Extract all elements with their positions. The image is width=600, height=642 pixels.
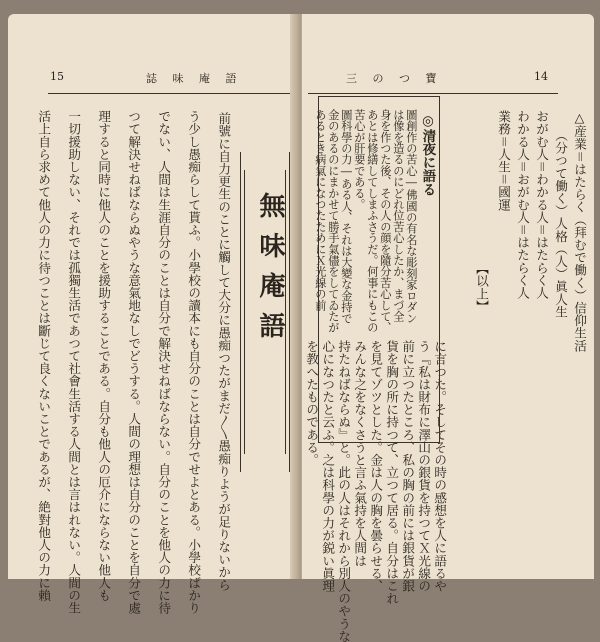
notice-line: 金のあるのにまかせて勝手氣儘をしてゐたが [326, 109, 340, 333]
body-line: 一切援助しない、それでは孤獨生活であつて社會生活する人間とは言はれない。人間の生 [66, 110, 82, 614]
proverb-line: （分つて働く）人格（人）眞人生 [553, 110, 568, 318]
intro-line: 貨を胸の所に持つて、立つて居る。自分はこれ [384, 340, 400, 605]
intro-line: 前に立つたところ、私の胸の前には銀貨が銀 [400, 340, 416, 592]
proverb-line: わかる人＝おがむ人＝はたらく人 [515, 110, 530, 299]
notice-heading: ◎清夜に語る [420, 113, 436, 196]
body-line: 前號に自力更生のことに觸して大分に愚痴つたがまだ〳〵愚痴りようが足りないから [216, 112, 232, 591]
intro-line: う『私は財布に澤山の銀貨を持つてＸ光線の [416, 340, 432, 592]
notice-box [313, 96, 440, 443]
header-rule [48, 93, 293, 94]
intro-line: を見てゾツとした。金は人の胸を曇らせる、 [368, 340, 384, 592]
body-line: 活上自ら求めて他人の力に待つことは斷じて良くないことであるが、絶對他人の力に賴 [36, 110, 52, 602]
right-running-head: 三 の つ 寶 [346, 72, 443, 85]
essay-title-box [240, 152, 290, 472]
intro-line: 心になつたと云ふ。之は科學の力が鋭い眞理 [320, 340, 336, 592]
proverb-line: おがむ人＝わかる人＝はたらく人 [534, 110, 549, 299]
notice-line: 苦心が肝要である。 [352, 109, 366, 210]
body-line: 理すると同時に他人のことを援助することである。自分も他人の厄介にならない他人も [96, 110, 112, 602]
intro-line: みんな之をなくさうと言ふ氣持を人間は [352, 340, 368, 567]
notice-line: は像を造るのにどれ位苦心したか、まづ全 [391, 109, 405, 322]
notice-line: 圖科學の力―ある人、それは大變な金持で [339, 109, 353, 324]
proverb-line: 業務＝人生＝國運 [496, 110, 511, 211]
left-page [8, 14, 298, 614]
intro-line: を教へたものである。 [304, 340, 320, 466]
essay-title: 無味庵語 [255, 192, 285, 352]
end-mark: 【以上】 [474, 262, 489, 313]
left-running-head: 誌 味 庵 語 [146, 72, 243, 85]
header-rule [308, 93, 558, 94]
intro-line: に言つた。そしてその時の感想を人に語るや [432, 340, 448, 592]
notice-line: あとは修繕してしまふさうだ。何事にもこの [365, 109, 379, 333]
proverb-line: △産業＝はたらく（拜むで働く）信仰生活 [572, 110, 587, 352]
notice-line: 圖創作の苦心―佛國の有名な彫刻家ロダン [404, 109, 418, 324]
body-line: つて解決せねばならぬやうな意氣地なしでどうする。人間の理想は自分のことを自分で處 [126, 110, 142, 614]
left-page-number: 15 [50, 70, 64, 83]
notice-line: 身を作つた後、その人の顔を隨分苦心して、 [378, 109, 392, 333]
intro-line: 持たねばならぬ』と。此の人はそれから別人のやうな [336, 340, 352, 642]
body-line: でない、人間は生涯自分のことは自分で解決せねばならない。自分のことを他人の力に待 [156, 110, 172, 614]
body-line: う少し愚痴らして貰ふ。小學校の讀本にも自分のことは自分でせよとある。小學校ばかり [186, 110, 202, 614]
right-page-number: 14 [534, 70, 548, 83]
notice-line: あるとき病氣になつたためにＸ光線の前 [313, 109, 327, 311]
